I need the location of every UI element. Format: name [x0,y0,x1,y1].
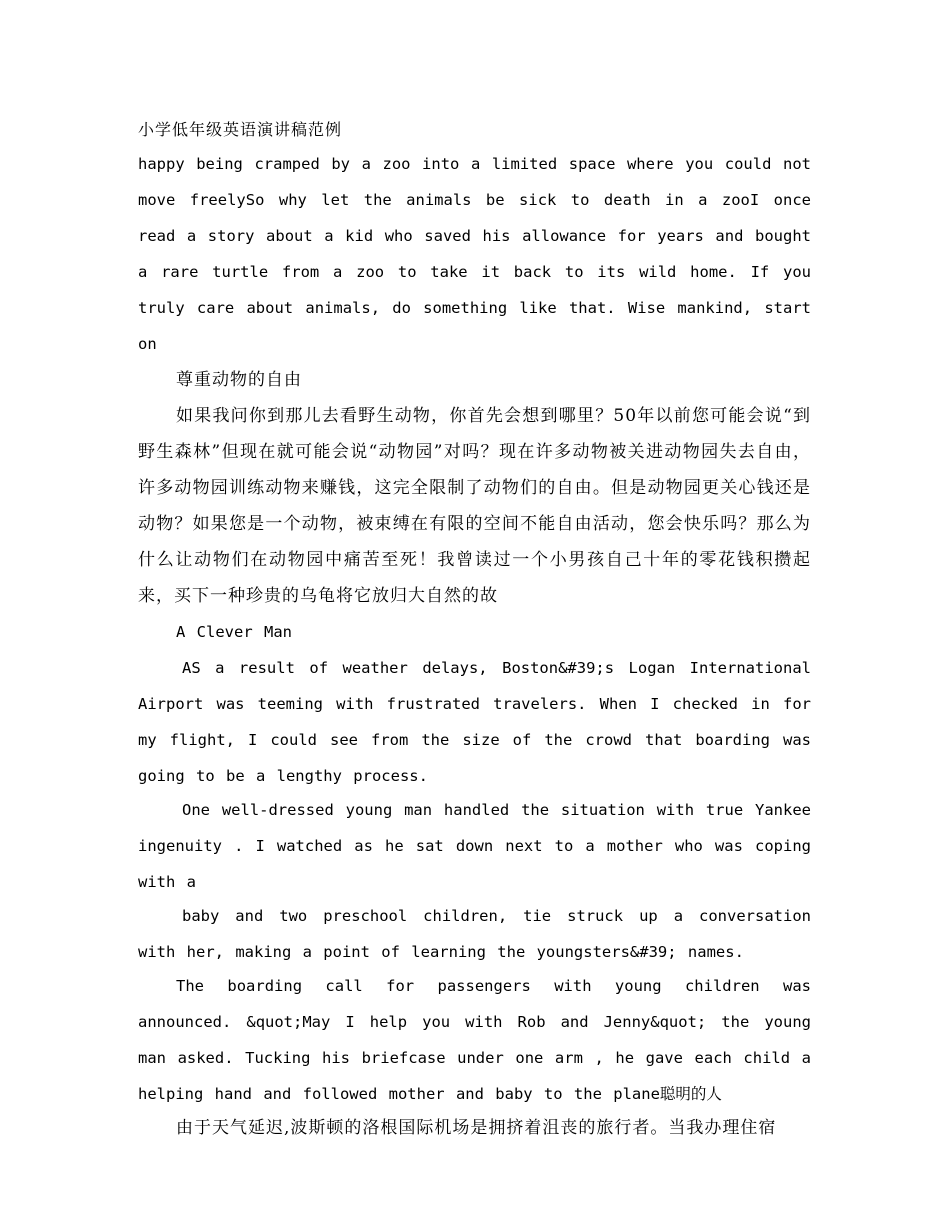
document-title: 小学低年级英语演讲稿范例 [138,120,343,139]
paragraph-young-man: One well-dressed young man handled the situation with true Yankee ingenuity . I watched as he sat down next to a mother who was coping with a [138,801,811,891]
paragraph-zoo-chinese: 如果我问你到那儿去看野生动物，你首先会想到哪里？50年以前您可能会说“到野生森林”但现在就可能会说“动物园”对吗？现在许多动物被关进动物园失去自由，许多动物园训练动物来赚钱，这完全限制了动物们的自由。但是动物园更关心钱还是动物？如果您是一个动物，被束缚在有限的空间不能自由活动，您会快乐吗？那么为什么让动物们在动物园中痛苦至死！我曾读过一个小男孩自己十年的零花钱积攒起来，买下一种珍贵的乌龟将它放归大自然的故 [138,406,811,606]
document-page [138,118,811,1146]
paragraph-chinese-translation: 由于天气延迟,波斯顿的洛根国际机场是拥挤着沮丧的旅行者。当我办理住宿 [176,1118,777,1138]
paragraph-zoo-english: happy being cramped by a zoo into a limited space where you could not move freelySo why let the animals be sick to death in a zooI once read a story about a kid who saved his allowance for years and bought a rare turtle from a zoo to take it back to its wild home. If you truly care about animals, do something like that. Wise mankind, start on [138,155,811,353]
paragraph-boarding-call: The boarding call for passengers with young children was announced. &quot;May I help you with Rob and Jenny&quot; the young man asked. Tucking his briefcase under one arm , he gave each child a helping hand and followed mother and baby to the plane聪明的人 [138,977,811,1103]
paragraph-weather-delays: AS a result of weather delays, Boston&#39;s Logan International Airport was teeming with frustrated travelers. When I checked in for my flight, I could see from the size of the crowd that boarding was going to be a lengthy process. [138,659,811,785]
paragraph-heading-animal-freedom: 尊重动物的自由 [176,370,302,390]
paragraph-heading-clever-man: A Clever Man [176,623,292,641]
paragraph-baby-children: baby and two preschool children, tie struck up a conversation with her, making a point of learning the youngsters&#39; names. [138,907,811,961]
